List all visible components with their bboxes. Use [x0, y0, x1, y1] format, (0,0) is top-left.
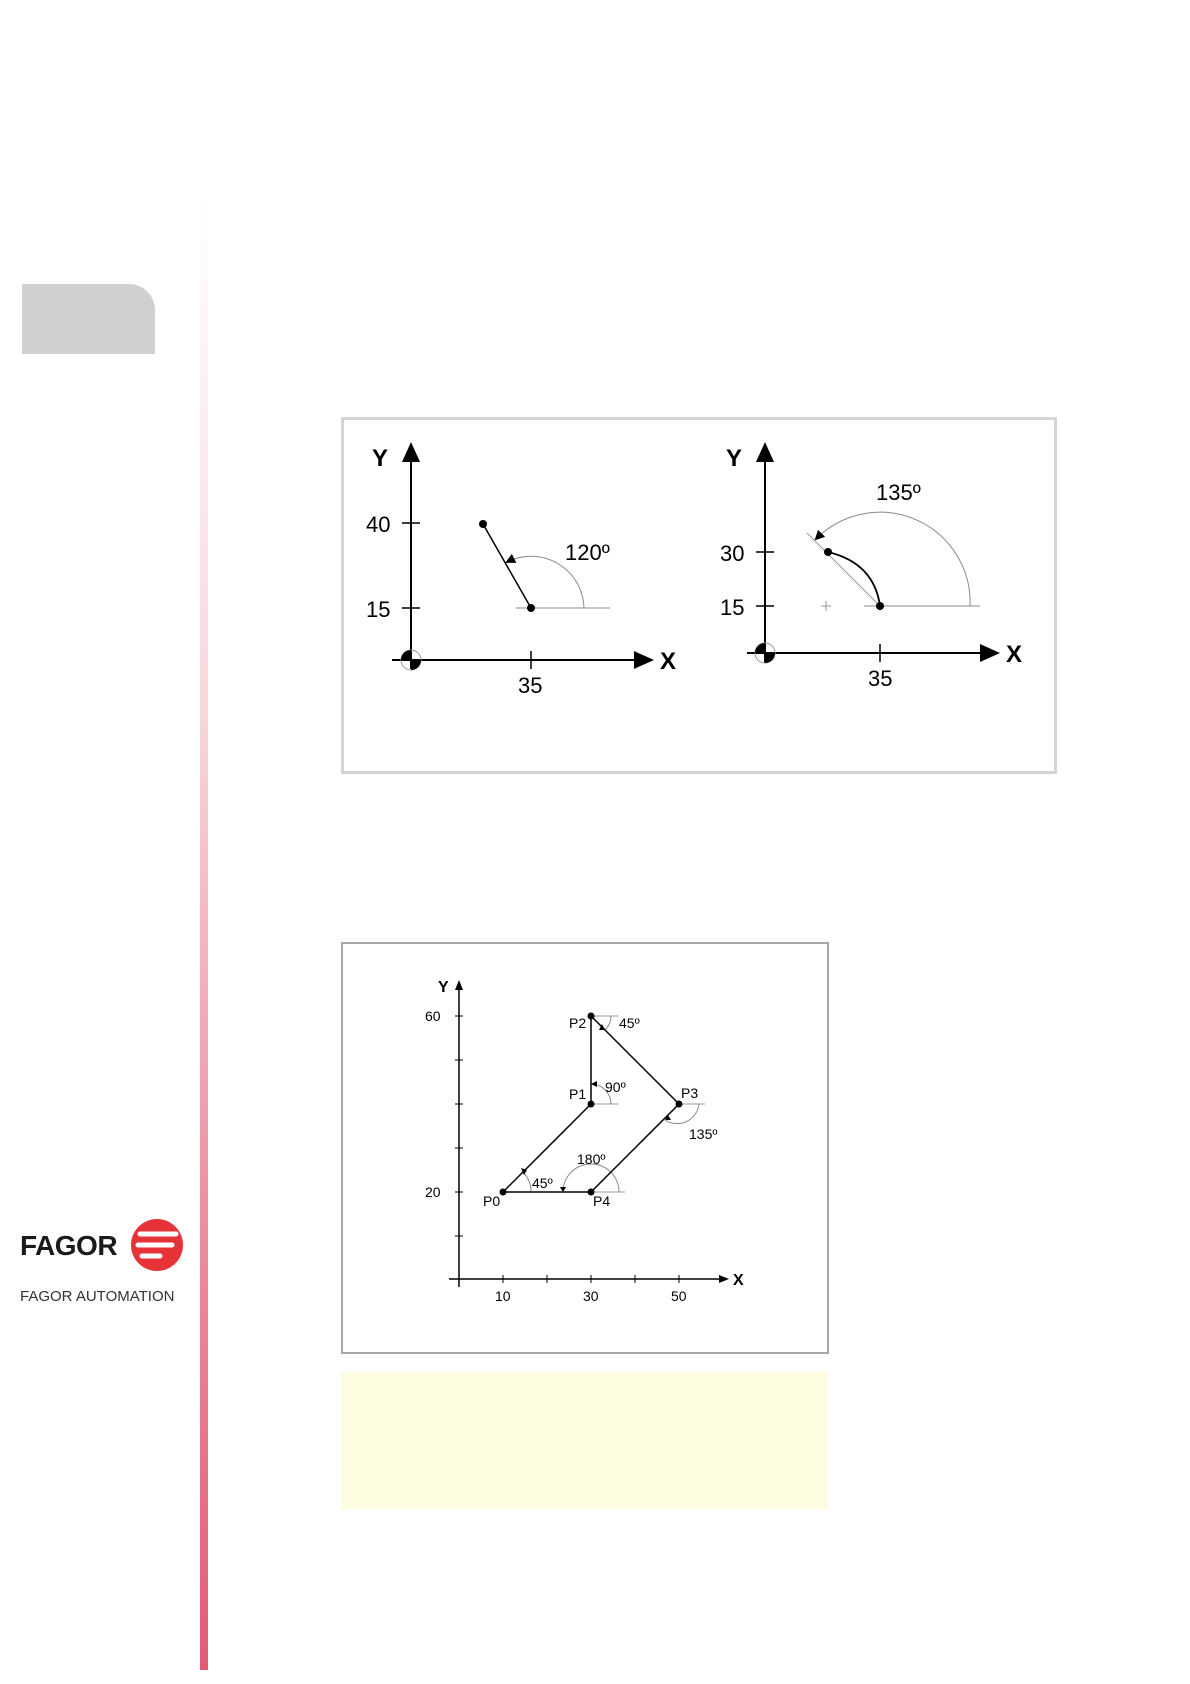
right-y-label: Y [726, 445, 743, 472]
logo-subtitle: FAGOR AUTOMATION [20, 1288, 175, 1305]
x-tick-label-50: 50 [671, 1288, 687, 1304]
left-diagram [366, 442, 676, 698]
left-segment [483, 524, 531, 608]
left-point-start [527, 604, 535, 612]
angle-arcs [523, 1016, 699, 1192]
figure-polar-examples [341, 417, 1057, 774]
left-tick-label-15: 15 [366, 597, 391, 622]
side-bar [200, 200, 208, 1670]
x-label: X [733, 1272, 744, 1289]
angle-label-p0: 45º [532, 1175, 553, 1191]
angle-label-p2: 45º [619, 1015, 640, 1031]
x-tick-label-30: 30 [583, 1288, 599, 1304]
left-y-arrow [402, 442, 420, 462]
note-box [341, 1372, 828, 1509]
right-direction-line [807, 533, 880, 606]
logo-wordmark: FAGOR [20, 1230, 118, 1261]
left-angle-label: 120º [565, 540, 610, 565]
label-p3: P3 [681, 1085, 699, 1101]
label-p1: P1 [569, 1086, 587, 1102]
right-angle-label: 135º [876, 480, 921, 505]
x-tick-label-10: 10 [495, 1288, 511, 1304]
right-center-cross [821, 601, 831, 611]
x-arrow [719, 1275, 729, 1283]
right-tick-label-35: 35 [868, 666, 893, 691]
reference-lines [591, 1016, 705, 1192]
left-x-arrow [634, 651, 654, 669]
right-tick-label-15: 15 [720, 595, 745, 620]
angle-label-p4: 180º [577, 1151, 606, 1167]
right-point-end [824, 548, 832, 556]
y-arrow [455, 980, 463, 990]
left-tick-label-35: 35 [518, 673, 543, 698]
angle-label-p3: 135º [689, 1126, 718, 1142]
label-p2: P2 [569, 1015, 587, 1031]
angle-label-p1: 90º [605, 1079, 626, 1095]
right-x-arrow [980, 644, 1000, 662]
y-tick-label-20: 20 [425, 1184, 441, 1200]
right-point-start [876, 602, 884, 610]
right-y-arrow [756, 442, 774, 462]
label-p4: P4 [593, 1193, 611, 1209]
right-x-label: X [1006, 641, 1023, 668]
fagor-logo-icon [130, 1218, 184, 1272]
figure-path-example [341, 942, 829, 1354]
y-tick-label-60: 60 [425, 1008, 441, 1024]
y-label: Y [438, 979, 449, 996]
left-x-label: X [660, 648, 677, 675]
fagor-logo [20, 1218, 190, 1308]
label-p0: P0 [483, 1193, 501, 1209]
figure-polar-svg [344, 420, 1054, 771]
chapter-tab [22, 284, 155, 354]
left-point-end [479, 520, 487, 528]
figure-path-svg [343, 944, 827, 1352]
right-tick-label-30: 30 [720, 541, 745, 566]
right-diagram [720, 442, 1022, 691]
left-tick-label-40: 40 [366, 512, 391, 537]
right-angle-arc [816, 512, 970, 606]
left-y-label: Y [372, 445, 389, 472]
